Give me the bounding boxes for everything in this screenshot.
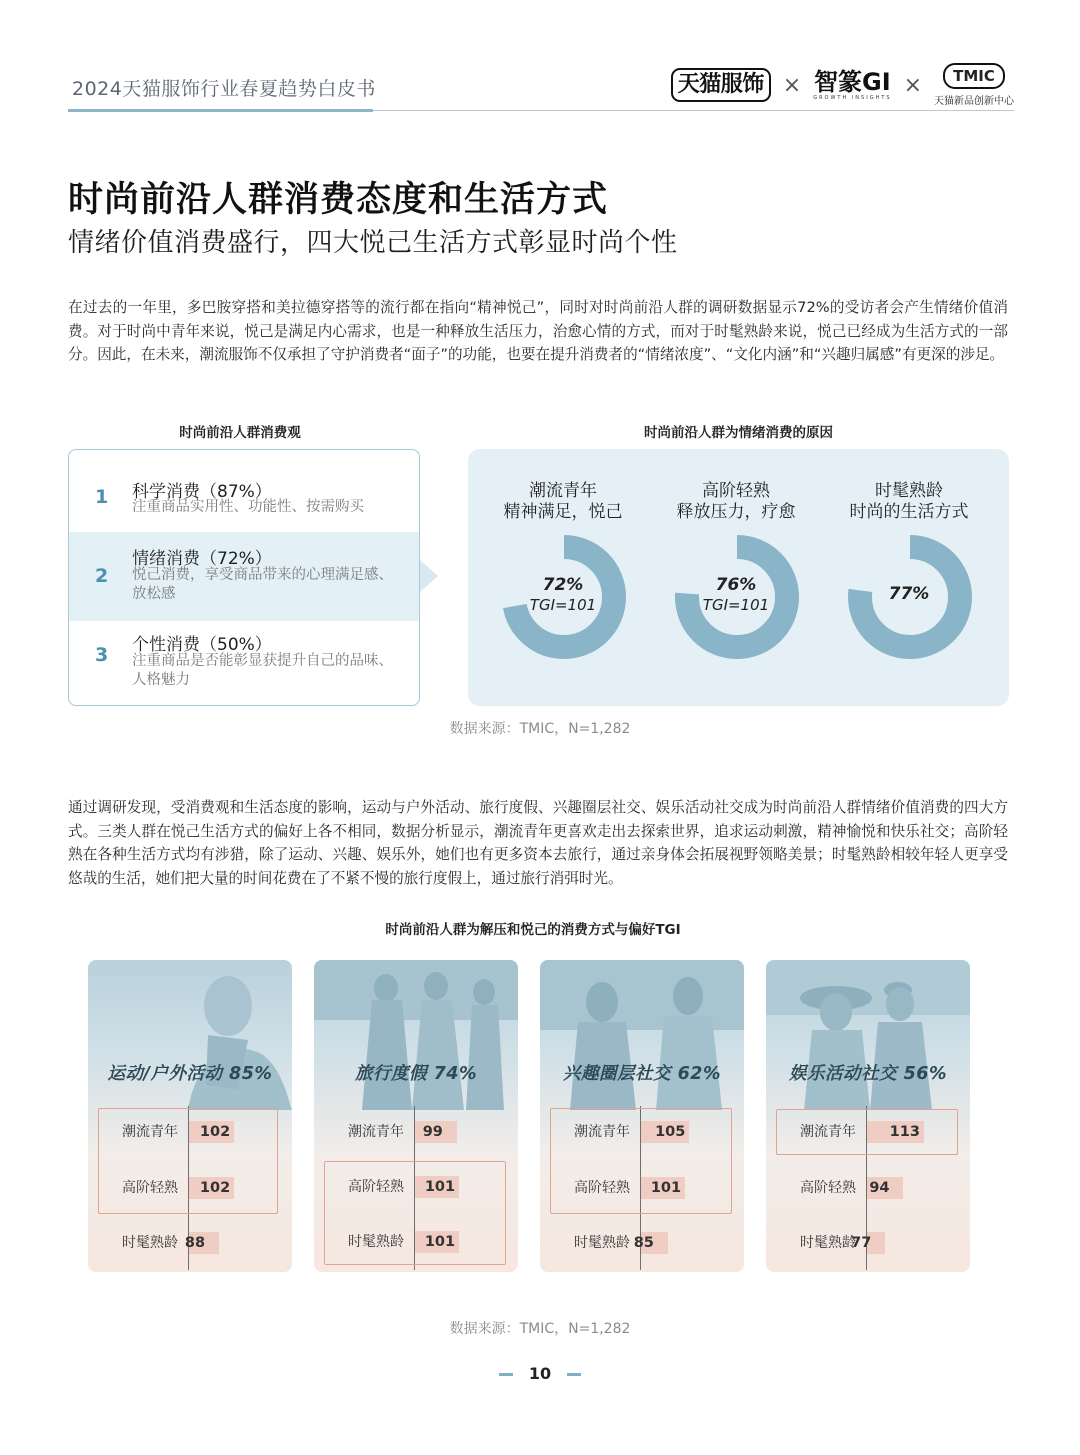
tgi-value: 102 <box>199 1124 231 1140</box>
tgi-row <box>540 1173 744 1203</box>
consumption-item <box>69 622 419 706</box>
tmic-logo-text: TMIC <box>943 63 1005 89</box>
consumption-item-name: 个性消费（50%） <box>132 635 272 655</box>
tgi-row <box>766 1173 970 1203</box>
tgi-row <box>88 1173 292 1203</box>
reason-text: 精神满足，悦己 <box>503 502 623 522</box>
page-header <box>68 60 1014 116</box>
data-source-note: 数据来源：TMIC，N=1,282 <box>449 1321 631 1337</box>
tgi-value: 94 <box>869 1180 890 1196</box>
tmic-logo-subtext: 天猫新品创新中心 <box>934 96 1014 107</box>
tgi-row <box>540 1117 744 1147</box>
activity-name: 娱乐活动社交 <box>789 1064 897 1084</box>
consumption-item-desc: 注重商品是否能彰显获提升自己的品味、人格魅力 <box>132 653 393 688</box>
activity-card <box>88 960 292 1272</box>
logo-group <box>671 62 1014 108</box>
activity-percent: 56% <box>903 1064 947 1084</box>
pointer-arrow <box>420 560 438 592</box>
activity-percent: 85% <box>229 1064 273 1084</box>
tgi-row <box>540 1228 744 1258</box>
activity-name: 兴趣圈层社交 <box>563 1064 671 1084</box>
reason-text: 时尚的生活方式 <box>849 502 969 522</box>
intro-paragraph: 在过去的一年里，多巴胺穿搭和美拉德穿搭等的流行都在指向“精神悦己”，同时对时尚前沿人群的调研数据显示72%的受访者会产生情绪价值消费。对于时尚中青年来说，悦己是满足内心需求，也是一种释放生活压力，治愈心情的方式，而对于时髦熟龄来说，悦己已经成为生活方式的一部分。因此，在未来，潮流服饰不仅承担了守护消费者“面子”的功能，也要在提升消费者的“情绪浓度”、“文化内涵”和“兴趣归属感”有更深的涉足。 <box>68 299 1008 363</box>
page-subtitle: 情绪价值消费盛行，四大悦己生活方式彰显时尚个性 <box>68 228 678 258</box>
donut-tgi: TGI=101 <box>529 596 597 614</box>
reasons-section-label: 时尚前沿人群为情绪消费的原因 <box>644 425 833 441</box>
consumption-section-label: 时尚前沿人群消费观 <box>179 425 301 441</box>
tgi-chart <box>88 960 992 1272</box>
reason-text: 释放压力，疗愈 <box>676 502 796 522</box>
tgi-value: 77 <box>851 1235 872 1251</box>
reason-group: 时髦熟龄 <box>875 481 943 501</box>
page-number: 10 <box>528 1364 552 1383</box>
tgi-row <box>314 1227 518 1257</box>
tgi-row-label: 潮流青年 <box>122 1124 178 1140</box>
gi-logo-text: 智篆GI <box>814 68 891 96</box>
consumption-item-desc: 注重商品实用性、功能性、按需购买 <box>132 499 364 515</box>
consumption-item-number: 2 <box>95 565 109 587</box>
tgi-value: 99 <box>422 1124 443 1140</box>
reason-card <box>824 449 994 706</box>
activity-card <box>540 960 744 1272</box>
analysis-paragraph: 通过调研发现，受消费观和生活态度的影响，运动与户外活动、旅行度假、兴趣圈层社交、娱乐活动社交成为时尚前沿人群情绪价值消费的四大方式。三类人群在悦己生活方式的偏好上各不相同，数据分析显示，潮流青年更喜欢走出去探索世界，追求运动刺激，精神愉悦和快乐社交；高阶轻熟在各种生活方式均有涉猎，除了运动、兴趣、娱乐外，她们也有更多资本去旅行，通过亲身体会拓展视野领略美景；时髦熟龄相较年轻人更享受悠哉的生活，她们把大量的时间花费在了不紧不慢的旅行度假上，通过旅行消弭时光。 <box>68 799 1008 887</box>
page-title: 时尚前沿人群消费态度和生活方式 <box>68 180 609 220</box>
activity-title <box>540 1060 744 1085</box>
reasons-panel <box>468 449 1009 706</box>
tgi-row <box>766 1228 970 1258</box>
consumption-item-number: 1 <box>95 486 109 508</box>
tgi-row-label: 潮流青年 <box>574 1124 630 1140</box>
tgi-row <box>88 1117 292 1147</box>
consumption-item <box>69 450 419 539</box>
consumption-item-name: 科学消费（87%） <box>132 482 272 502</box>
tgi-value: 101 <box>650 1180 682 1196</box>
document-title: 2024天猫服饰行业春夏趋势白皮书 <box>72 78 376 100</box>
tgi-value: 85 <box>633 1235 654 1251</box>
tgi-value: 102 <box>199 1180 231 1196</box>
consumption-item-highlighted <box>69 532 419 621</box>
page-number-dash <box>567 1373 581 1376</box>
tgi-row <box>766 1117 970 1147</box>
sport-photo <box>88 960 292 1110</box>
tgi-row-label: 时髦熟龄 <box>800 1235 856 1251</box>
tgi-row-label: 时髦熟龄 <box>122 1235 178 1251</box>
tgi-row <box>314 1117 518 1147</box>
tgi-row-label: 高阶轻熟 <box>800 1180 856 1196</box>
activity-card <box>314 960 518 1272</box>
consumption-item-desc: 悦己消费，享受商品带来的心理满足感、放松感 <box>132 567 393 602</box>
activity-percent: 62% <box>677 1064 721 1084</box>
entertainment-photo <box>766 960 970 1110</box>
reason-group: 潮流青年 <box>529 481 597 501</box>
reason-group: 高阶轻熟 <box>702 481 770 501</box>
chart-section-label: 时尚前沿人群为解压和悦己的消费方式与偏好TGI <box>385 922 681 938</box>
tgi-row-label: 潮流青年 <box>348 1124 404 1140</box>
tgi-row-label: 时髦熟龄 <box>574 1235 630 1251</box>
consumption-item-name: 情绪消费（72%） <box>132 549 272 569</box>
tmall-fashion-logo: 天猫服饰 <box>671 68 771 102</box>
data-source-note: 数据来源：TMIC，N=1,282 <box>449 721 631 737</box>
tmic-logo <box>934 63 1014 107</box>
donut-percent: 72% <box>542 575 584 595</box>
activity-title <box>88 1060 292 1085</box>
tgi-value: 88 <box>184 1235 206 1251</box>
tgi-value: 113 <box>889 1124 920 1140</box>
tgi-row-label: 时髦熟龄 <box>348 1234 404 1250</box>
activity-name: 旅行度假 <box>355 1064 427 1084</box>
gi-logo <box>813 69 891 101</box>
tgi-row-label: 高阶轻熟 <box>574 1180 630 1196</box>
donut-percent: 76% <box>715 575 757 595</box>
header-divider-accent <box>68 109 373 112</box>
travel-photo <box>314 960 518 1110</box>
tgi-row-label: 潮流青年 <box>800 1124 856 1140</box>
reason-card <box>478 449 648 706</box>
logo-separator: × <box>782 72 802 98</box>
logo-separator: × <box>903 72 922 98</box>
donut-tgi: TGI=101 <box>702 596 770 614</box>
activity-percent: 74% <box>433 1064 477 1084</box>
tgi-row <box>314 1172 518 1202</box>
activity-name: 运动/户外活动 <box>107 1064 223 1084</box>
tgi-row <box>88 1228 292 1258</box>
tgi-value: 101 <box>424 1234 456 1250</box>
activity-title <box>766 1060 970 1085</box>
tgi-row-label: 高阶轻熟 <box>348 1179 404 1195</box>
tgi-value: 105 <box>655 1124 686 1140</box>
activity-title <box>314 1060 518 1085</box>
tgi-value: 101 <box>424 1179 456 1195</box>
social-photo <box>540 960 744 1110</box>
donut-percent: 77% <box>888 584 930 604</box>
reason-card <box>651 449 821 706</box>
gi-logo-subtext: GROWTH INSIGHTS <box>813 95 892 101</box>
consumption-item-number: 3 <box>95 644 109 666</box>
tgi-row-label: 高阶轻熟 <box>122 1180 178 1196</box>
consumption-list <box>68 449 420 706</box>
activity-card <box>766 960 970 1272</box>
